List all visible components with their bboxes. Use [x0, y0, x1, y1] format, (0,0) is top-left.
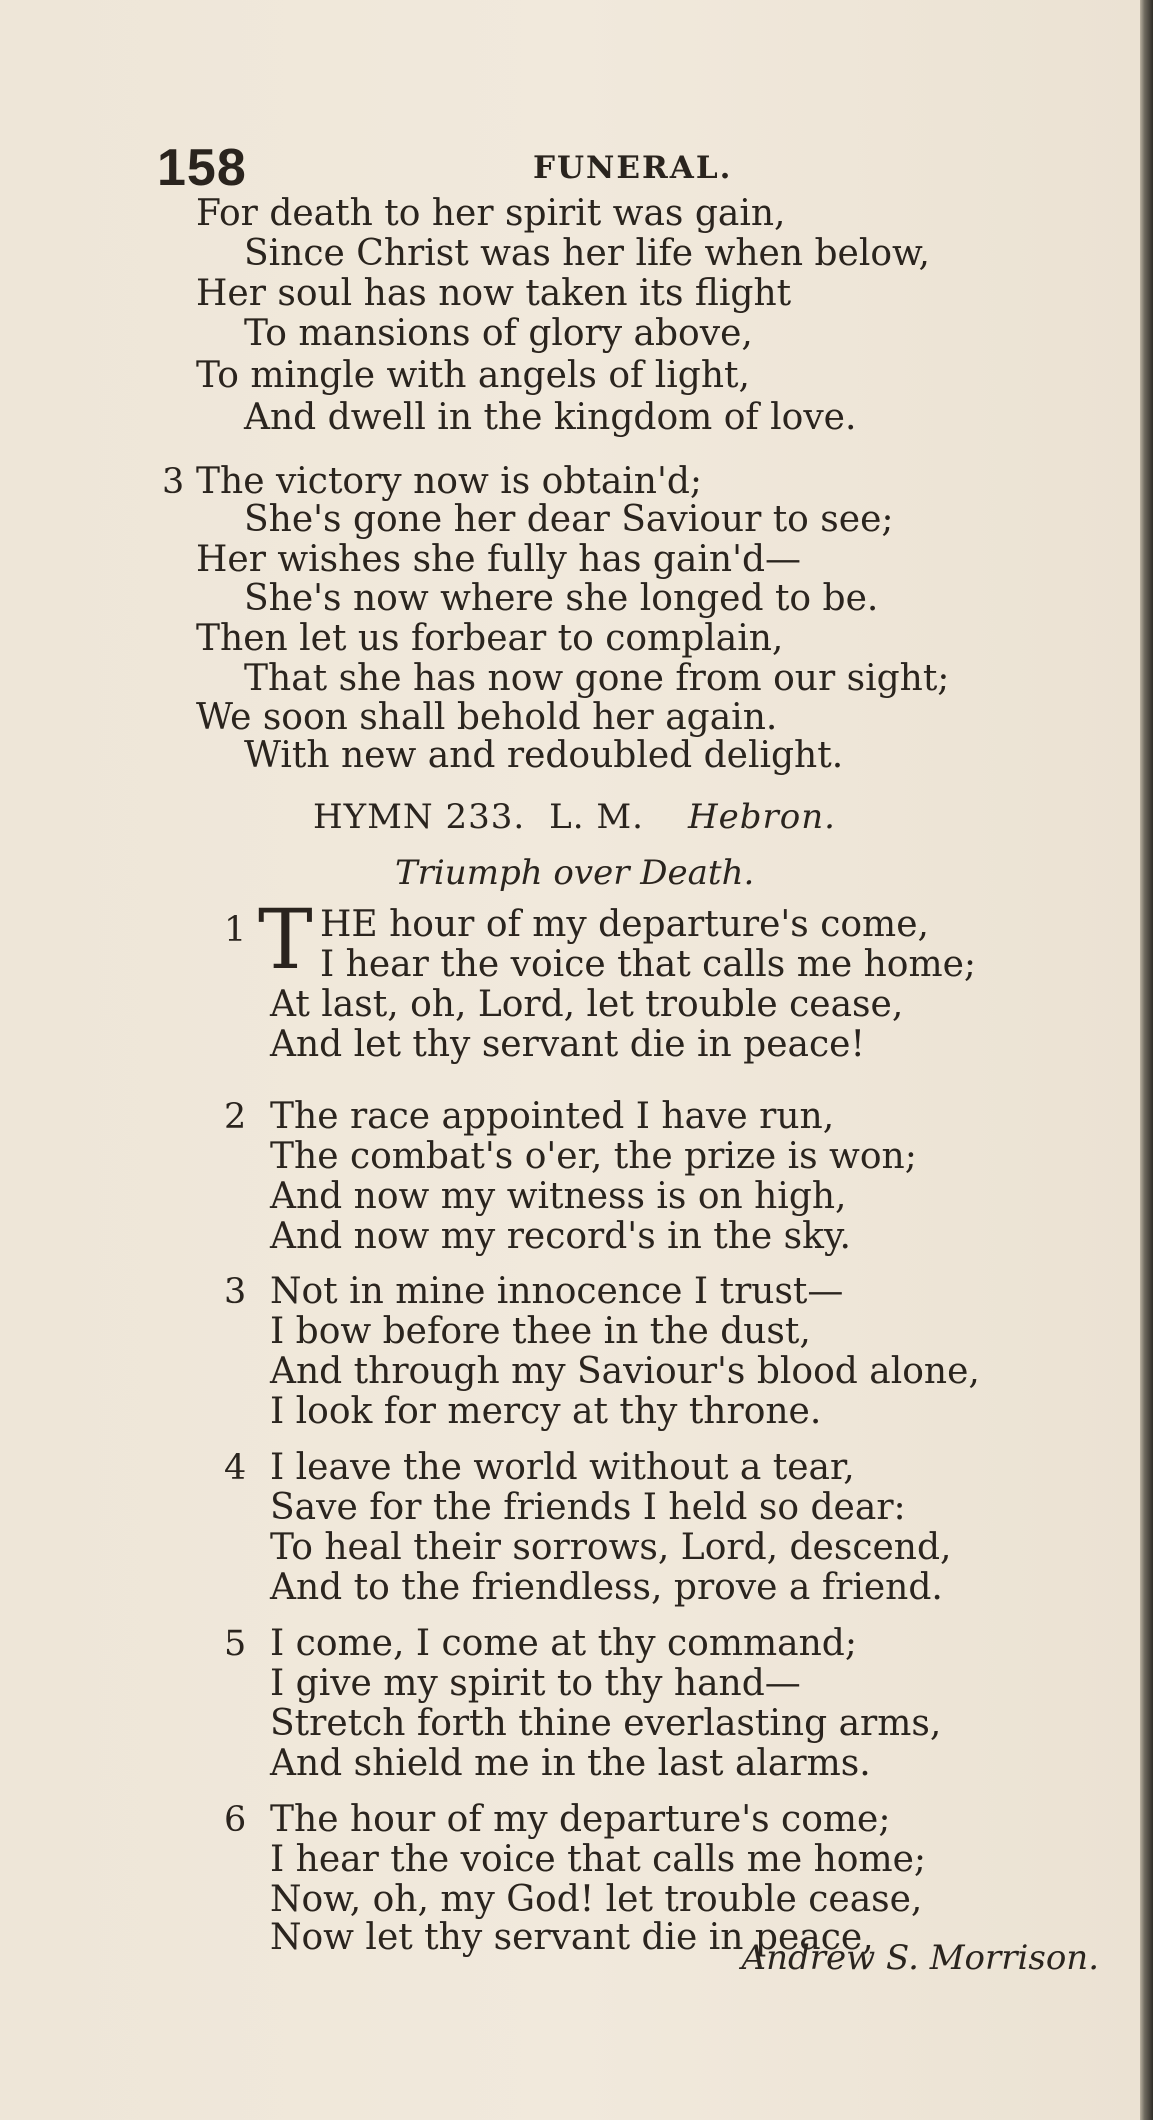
stanza-number: 2 [224, 1097, 247, 1137]
verse-line: Her soul has now taken its flight [196, 273, 792, 314]
verse-line: HE hour of my departure's come, [320, 904, 929, 945]
verse-line: Her wishes she fully has gain'd— [196, 539, 802, 580]
page-number: 158 [157, 139, 247, 197]
stanza-number: 1 [224, 910, 247, 950]
verse-line: Save for the friends I held so dear: [270, 1487, 906, 1528]
verse-line: To heal their sorrows, Lord, descend, [270, 1527, 952, 1568]
running-head: FUNERAL. [533, 150, 733, 186]
stanza-number: 3 [162, 462, 185, 502]
verse-line: To mansions of glory above, [244, 313, 753, 354]
hymn-heading [313, 797, 836, 837]
verse-line: At last, oh, Lord, let trouble cease, [270, 984, 904, 1025]
verse-line: And now my record's in the sky. [270, 1216, 851, 1257]
stanza-number: 4 [224, 1448, 247, 1488]
book-edge [1140, 0, 1153, 2120]
verse-line: And now my witness is on high, [270, 1176, 847, 1217]
verse-line: The victory now is obtain'd; [196, 461, 703, 502]
verse-line: The hour of my departure's come; [270, 1799, 891, 1840]
verse-line: I hear the voice that calls me home; [320, 944, 977, 985]
verse-line: Not in mine innocence I trust— [270, 1271, 844, 1312]
stanza-number: 5 [224, 1624, 247, 1664]
hymn-number: HYMN 233. [313, 797, 526, 837]
verse-line: For death to her spirit was gain, [196, 193, 786, 234]
verse-line: Since Christ was her life when below, [244, 233, 931, 274]
verse-line: And shield me in the last alarms. [270, 1743, 871, 1784]
page-header [0, 138, 1140, 198]
verse-line: And to the friendless, prove a friend. [270, 1567, 943, 1608]
verse-line: Stretch forth thine everlasting arms, [270, 1703, 942, 1744]
verse-line: And dwell in the kingdom of love. [244, 397, 857, 438]
stanza-number: 6 [224, 1800, 247, 1840]
verse-line: That she has now gone from our sight; [244, 658, 950, 699]
drop-cap: T [258, 893, 313, 988]
verse-line: I look for mercy at thy throne. [270, 1391, 822, 1432]
hymn-subtitle: Triumph over Death. [395, 853, 755, 893]
stanza-number: 3 [224, 1272, 247, 1312]
verse-line: And through my Saviour's blood alone, [270, 1351, 980, 1392]
hymn-meter: L. M. [549, 797, 644, 837]
verse-line: I leave the world without a tear, [270, 1447, 855, 1488]
verse-line: To mingle with angels of light, [196, 355, 750, 396]
hymn-tune: Hebron. [688, 797, 836, 837]
verse-line: Then let us forbear to complain, [196, 618, 784, 659]
verse-line: I bow before thee in the dust, [270, 1311, 811, 1352]
verse-line: The race appointed I have run, [270, 1096, 835, 1137]
verse-line: With new and redoubled delight. [244, 735, 844, 776]
verse-line: I give my spirit to thy hand— [270, 1663, 801, 1704]
verse-line: I come, I come at thy command; [270, 1623, 857, 1664]
verse-line: Now let thy servant die in peace, [270, 1917, 874, 1958]
verse-line: She's now where she longed to be. [244, 578, 879, 619]
verse-line: We soon shall behold her again. [196, 697, 778, 738]
verse-line: She's gone her dear Saviour to see; [244, 499, 894, 540]
hymn-author: Andrew S. Morrison. [741, 1938, 1099, 1978]
verse-line: And let thy servant die in peace! [270, 1024, 865, 1065]
verse-line: I hear the voice that calls me home; [270, 1839, 927, 1880]
verse-line: Now, oh, my God! let trouble cease, [270, 1879, 923, 1920]
verse-line: The combat's o'er, the prize is won; [270, 1136, 917, 1177]
